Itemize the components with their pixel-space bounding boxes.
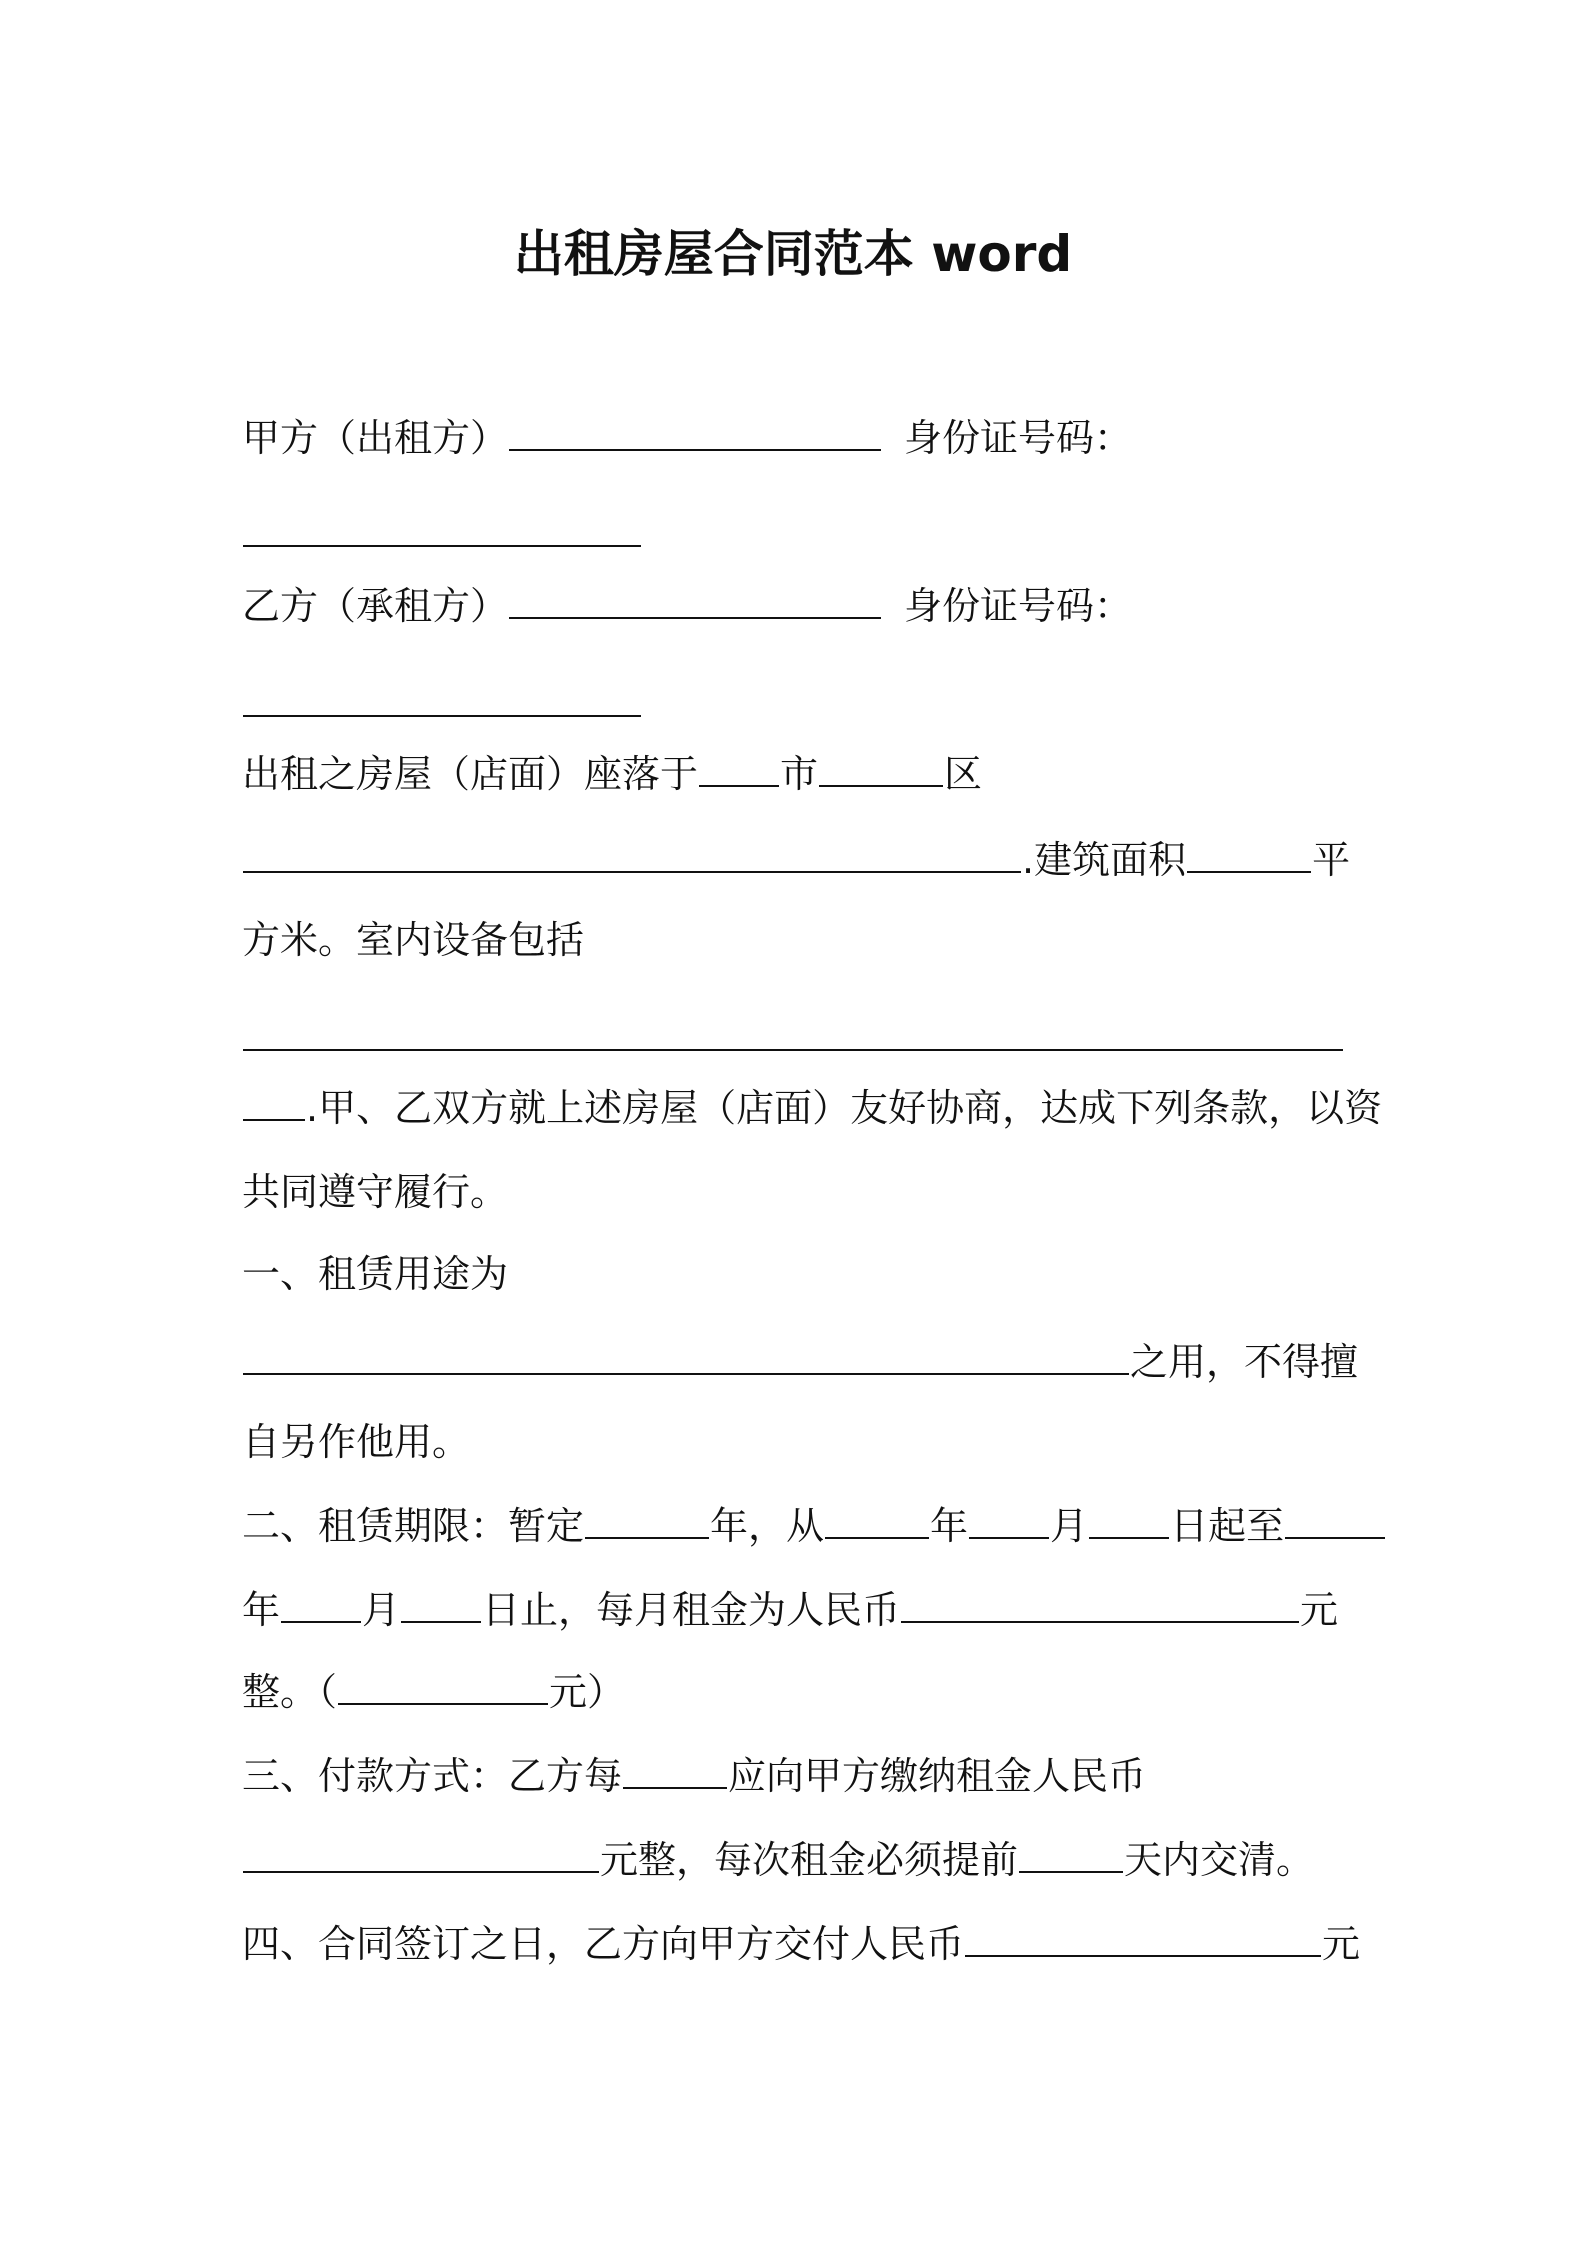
- city-blank: [699, 751, 779, 787]
- clause3-tail: 元整，每次租金必须提前: [600, 1838, 1019, 1882]
- clause4-lead: 四、合同签订之日，乙方向甲方交付人民币: [242, 1922, 965, 1966]
- clause2-whole: 整。（: [242, 1670, 338, 1714]
- clause2-month2: 月: [362, 1588, 401, 1632]
- address-line: [242, 834, 1350, 886]
- district-blank: [819, 751, 943, 787]
- clause4-line1: [242, 1918, 1360, 1970]
- deposit-amount-blank: [965, 1921, 1321, 1957]
- clause2-day-from: 日起至: [1170, 1504, 1285, 1548]
- clause1-tail2: 自另作他用。: [242, 1420, 471, 1464]
- equipment-blank-line: [242, 1012, 1344, 1064]
- page-title: 出租房屋合同范本 word: [513, 225, 1073, 283]
- clause3-mid: 应向甲方缴纳租金人民币: [728, 1754, 1147, 1798]
- clause2-year3: 年: [242, 1588, 281, 1632]
- party-b-id-line: [242, 678, 642, 730]
- address-blank: [243, 837, 1021, 873]
- rent-numeric-blank: [338, 1669, 548, 1705]
- party-a-id-line: [242, 508, 642, 560]
- area-label: .建筑面积: [1022, 838, 1187, 882]
- clause2-line2: [242, 1584, 1338, 1636]
- clause2-line1: [242, 1500, 1386, 1552]
- equipment-label: 方米。室内设备包括: [242, 918, 585, 962]
- agreement-end-line: [242, 1166, 508, 1218]
- clause2-year: 年，从: [710, 1504, 825, 1548]
- payment-period-blank: [623, 1753, 727, 1789]
- clause2-yuan2: 元）: [549, 1670, 626, 1714]
- party-b-id-blank: [243, 681, 641, 717]
- rent-amount-blank: [901, 1587, 1299, 1623]
- clause2-year2: 年: [930, 1504, 969, 1548]
- party-a-id-label: 身份证号码：: [904, 416, 1133, 460]
- equipment-line: [242, 914, 584, 966]
- equipment-blank-end: [243, 1085, 305, 1121]
- clause1-use-line: [242, 1336, 1358, 1388]
- clause3-lead: 三、付款方式：乙方每: [242, 1754, 623, 1798]
- agreement-line: [242, 1082, 1382, 1134]
- end-month-blank: [281, 1587, 361, 1623]
- city-label: 市: [780, 752, 819, 796]
- clause3-line2: [242, 1834, 1314, 1886]
- clause3-tail2: 天内交清。: [1124, 1838, 1315, 1882]
- party-a-line: [242, 412, 1132, 464]
- clause2-yuan: 元: [1300, 1588, 1339, 1632]
- payment-amount-blank: [243, 1837, 599, 1873]
- term-years-blank: [585, 1503, 709, 1539]
- area-blank: [1187, 837, 1311, 873]
- location-prefix: 出租之房屋（店面）座落于: [242, 752, 699, 796]
- clause2-line3: [242, 1666, 625, 1718]
- district-label: 区: [944, 752, 983, 796]
- clause1-heading: 一、租赁用途为: [242, 1252, 509, 1296]
- start-month-blank: [969, 1503, 1049, 1539]
- party-a-id-blank: [243, 511, 641, 547]
- location-line: [242, 748, 982, 800]
- party-a-label: 甲方（出租方）: [242, 416, 509, 460]
- advance-days-blank: [1019, 1837, 1123, 1873]
- usage-blank: [243, 1339, 1129, 1375]
- clause1-end-line: [242, 1416, 470, 1468]
- clause1-heading-line: [242, 1248, 508, 1300]
- clause2-day-end: 日止，每月租金为人民币: [482, 1588, 901, 1632]
- clause2-month: 月: [1050, 1504, 1089, 1548]
- clause4-tail: 元: [1322, 1922, 1361, 1966]
- clause1-tail: 之用，不得擅: [1130, 1340, 1359, 1384]
- party-a-name-blank: [509, 415, 881, 451]
- agreement-end-text: 共同遵守履行。: [242, 1170, 509, 1214]
- end-year-blank: [1285, 1503, 1385, 1539]
- party-b-id-label: 身份证号码：: [904, 584, 1133, 628]
- party-b-line: [242, 580, 1132, 632]
- area-unit-start: 平: [1312, 838, 1351, 882]
- start-day-blank: [1089, 1503, 1169, 1539]
- end-day-blank: [401, 1587, 481, 1623]
- party-b-label: 乙方（承租方）: [242, 584, 509, 628]
- start-year-blank: [825, 1503, 929, 1539]
- clause2-lead: 二、租赁期限：暂定: [242, 1504, 585, 1548]
- clause3-line1: [242, 1750, 1146, 1802]
- equipment-blank: [243, 1015, 1343, 1051]
- party-b-name-blank: [509, 583, 881, 619]
- agreement-text: .甲、乙双方就上述房屋（店面）友好协商，达成下列条款，以资: [306, 1086, 1383, 1130]
